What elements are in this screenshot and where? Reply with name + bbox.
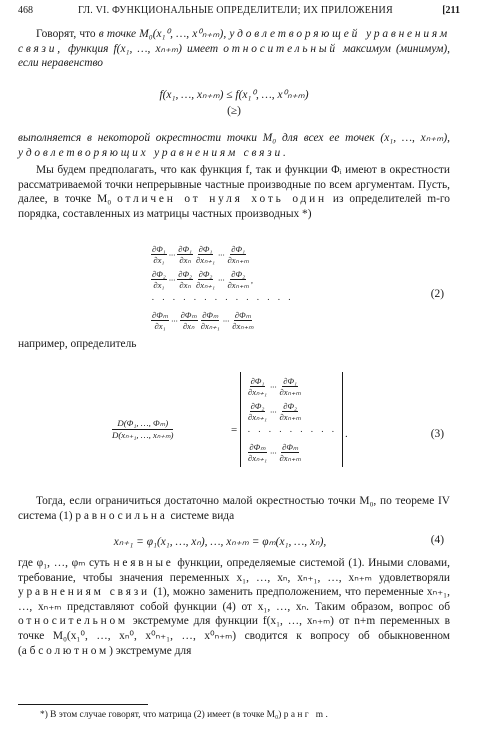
section-number: [211 — [442, 5, 460, 16]
text-run: например, определитель — [18, 338, 137, 350]
text-run: из определителей m-го порядка, составленных из матрицы частных производных *) — [18, 193, 450, 220]
matrix-row: $\frac{\text{∂Φₘ}}{\text{∂x₁}}$ ··· $\frac{\text{∂Φₘ}}{\text{∂xₙ}}$ $\frac{\text{∂Φₘ}}{\text{∂xₙ₊₁}}$ ··· $\frac{\text{∂Φₘ}}{\text{∂xₙ₊ₘ}}$ — [152, 310, 254, 331]
spaced-term: отличен от нуля хоть один — [117, 193, 327, 206]
spaced-term: абсолютном — [21, 644, 110, 657]
equation-number: (4) — [430, 534, 444, 546]
jacobian-matrix — [150, 242, 294, 333]
inequality: f(x₁, …, xₙ₊ₘ) ≤ f(x₁⁰, …, x⁰ₙ₊ₘ) — [159, 89, 309, 101]
footnote-rule — [18, 704, 148, 705]
fraction: $\frac{\text{∂Φₘ}}{\text{∂xₙ₊₁}}$ — [248, 442, 268, 463]
fraction: $\frac{\text{∂Φ₁}}{\text{∂xₙ₊₁}}$ — [248, 376, 268, 397]
fraction: $\frac{\text{∂Φ₁}}{\text{∂xₙ₊ₘ}}$ — [227, 244, 249, 265]
fraction: $\frac{\text{∂Φ₂}}{\text{∂xₙ}}$ — [178, 269, 193, 290]
paragraph-equivalence — [18, 494, 450, 523]
text-run: в точке M₀(x₁⁰, …, x⁰ₙ₊ₘ), — [98, 28, 227, 40]
fraction: $\frac{\text{∂Φ₂}}{\text{∂xₙ₊ₘ}}$ — [279, 401, 301, 422]
text-run: функции, определяемые системой (1). Иными словами, требование, чтобы значения переменных x₁, …, xₙ, xₙ₊₁, …, xₙ₊ₘ удовлетворяли — [18, 557, 450, 584]
fraction: $\frac{\text{∂Φ₁}}{\text{∂x₁}}$ — [152, 244, 166, 265]
fraction: $\frac{\text{∂Φ₁}}{\text{∂xₙ}}$ — [178, 244, 193, 265]
equation-number: (2) — [430, 288, 444, 300]
paragraph-neighborhood — [18, 131, 450, 160]
fraction: $\frac{\text{∂Φ₂}}{\text{∂xₙ₊ₘ}}$ — [227, 269, 249, 290]
paragraph-reduction — [18, 556, 450, 658]
fraction: $\frac{\text{∂Φ₁}}{\text{∂xₙ₊₁}}$ — [196, 244, 216, 265]
spaced-term: относительном — [18, 615, 128, 628]
paragraph-definition — [18, 27, 450, 71]
fraction-denominator: D(xₙ₊₁, …, xₙ₊ₘ) — [112, 430, 174, 440]
fraction-numerator: D(Φ₁, …, Φₘ) — [112, 418, 173, 430]
running-title: ГЛ. VI. ФУНКЦИОНАЛЬНЫЕ ОПРЕДЕЛИТЕЛИ; ИХ ПРИЛОЖЕНИЯ — [78, 5, 393, 16]
trailing-period: . — [345, 428, 348, 440]
fraction: $\frac{\text{∂Φₘ}}{\text{∂xₙ₊ₘ}}$ — [279, 442, 301, 463]
text-run: системе вида — [170, 509, 235, 522]
equals-sign: = — [231, 424, 238, 436]
equation-number: (3) — [430, 428, 444, 440]
spaced-term: удовлетворяющих уравнениям связи. — [18, 146, 289, 159]
spaced-term: равносильна — [75, 509, 168, 522]
determinant-row: $\frac{\text{∂Φ₁}}{\text{∂xₙ₊₁}}$ ··· $\frac{\text{∂Φ₁}}{\text{∂xₙ₊ₘ}}$ — [248, 376, 301, 397]
text-run: Говорят, что — [36, 28, 96, 40]
text-run: экстремуме для функции f(x₁, …, xₙ₊ₘ) от n+m переменных в точке M₀(x₁⁰, …, xₙ⁰, x⁰ₙ₊₁, …, x⁰ₙ₊ₘ) сводится к вопросу об обыкновенном ( — [18, 615, 450, 657]
matrix-row: $\frac{\text{∂Φ₂}}{\text{∂x₁}}$ ··· $\frac{\text{∂Φ₂}}{\text{∂xₙ}}$ $\frac{\text{∂Φ₂}}{\text{∂xₙ₊₁}}$ ··· $\frac{\text{∂Φ₂}}{\text{∂xₙ₊ₘ}}$ , — [152, 269, 254, 290]
determinant — [240, 372, 343, 467]
text-run: Мы будем предполагать, что как функция f, так и функции Φᵢ имеют в окрестности рассматриваемой точки непрерывные частные производные по всем аргументам. Пусть, далее, в точке M₀ — [18, 164, 450, 206]
determinant-lhs — [112, 418, 173, 441]
fraction: $\frac{\text{∂Φₘ}}{\text{∂xₙ}}$ — [180, 310, 197, 331]
fraction: $\frac{\text{∂Φₘ}}{\text{∂xₙ₊ₘ}}$ — [232, 310, 254, 331]
text-run: Тогда, если ограничиться достаточно малой окрестностью точки M₀, по теореме IV система (1) — [18, 495, 450, 522]
paragraph-example — [18, 337, 450, 352]
text-run: (1), можно заменить предположением, что переменные xₙ₊₁, …, xₙ₊ₘ представляют собой функции (4) от x₁, …, xₙ. Таким образом, вопрос об — [18, 586, 450, 613]
inequality-alt: (≥) — [227, 105, 241, 117]
determinant-row: $\frac{\text{∂Φₘ}}{\text{∂xₙ₊₁}}$ ··· $\frac{\text{∂Φₘ}}{\text{∂xₙ₊ₘ}}$ — [248, 442, 301, 463]
paragraph-assumptions — [18, 163, 450, 221]
spaced-term: неявные — [113, 557, 174, 569]
text-run: функция f(x₁, …, xₙ₊ₘ) имеет — [68, 42, 219, 55]
fraction: $\frac{\text{∂Φₘ}}{\text{∂x₁}}$ — [152, 310, 169, 331]
equation-system: xₙ₊₁ = φ₁(x₁, …, xₙ), …, xₙ₊ₘ = φₘ(x₁, …, xₙ), — [113, 536, 327, 548]
footnote — [40, 710, 460, 720]
fraction: $\frac{\text{∂Φ₂}}{\text{∂xₙ₊₁}}$ — [248, 401, 268, 422]
page-number: 468 — [18, 5, 33, 16]
spaced-term: удовлетворяющей уравнениям связи, — [18, 28, 450, 55]
fraction: $\frac{\text{∂Φ₂}}{\text{∂x₁}}$ — [152, 269, 166, 290]
text-run: *) В этом случае говорят, что матрица (2) имеет (в точке M₀) — [40, 710, 282, 720]
spaced-term: ранг m. — [283, 710, 331, 720]
determinant-row-dots: . . . . . . . . . — [248, 424, 338, 434]
fraction: $\frac{\text{∂Φ₁}}{\text{∂xₙ₊ₘ}}$ — [279, 376, 301, 397]
fraction: $\frac{\text{∂Φ₂}}{\text{∂xₙ₊₁}}$ — [196, 269, 216, 290]
matrix-row-dots: . . . . . . . . . . . . . . — [152, 292, 294, 302]
text-run: максимум (минимум), если неравенство — [18, 42, 450, 70]
spaced-term: уравнениям связи — [18, 586, 150, 599]
fraction: $\frac{\text{∂Φₘ}}{\text{∂xₙ₊₁}}$ — [200, 310, 220, 331]
page-header — [18, 5, 460, 19]
determinant-row: $\frac{\text{∂Φ₂}}{\text{∂xₙ₊₁}}$ ··· $\frac{\text{∂Φ₂}}{\text{∂xₙ₊ₘ}}$ — [248, 401, 301, 422]
text-run: где φ₁, …, φₘ суть — [18, 557, 110, 569]
text-run: ) экстремуме для — [109, 644, 192, 657]
matrix-row: $\frac{\text{∂Φ₁}}{\text{∂x₁}}$ ··· $\frac{\text{∂Φ₁}}{\text{∂xₙ}}$ $\frac{\text{∂Φ₁}}{\text{∂xₙ₊₁}}$ ··· $\frac{\text{∂Φ₁}}{\text{∂xₙ₊ₘ}}$ — [152, 244, 249, 265]
text-run: выполняется в некоторой окрестности точки M₀ для всех ее точек (x₁, …, xₙ₊ₘ), — [18, 132, 450, 144]
spaced-term: относительный — [223, 42, 338, 55]
